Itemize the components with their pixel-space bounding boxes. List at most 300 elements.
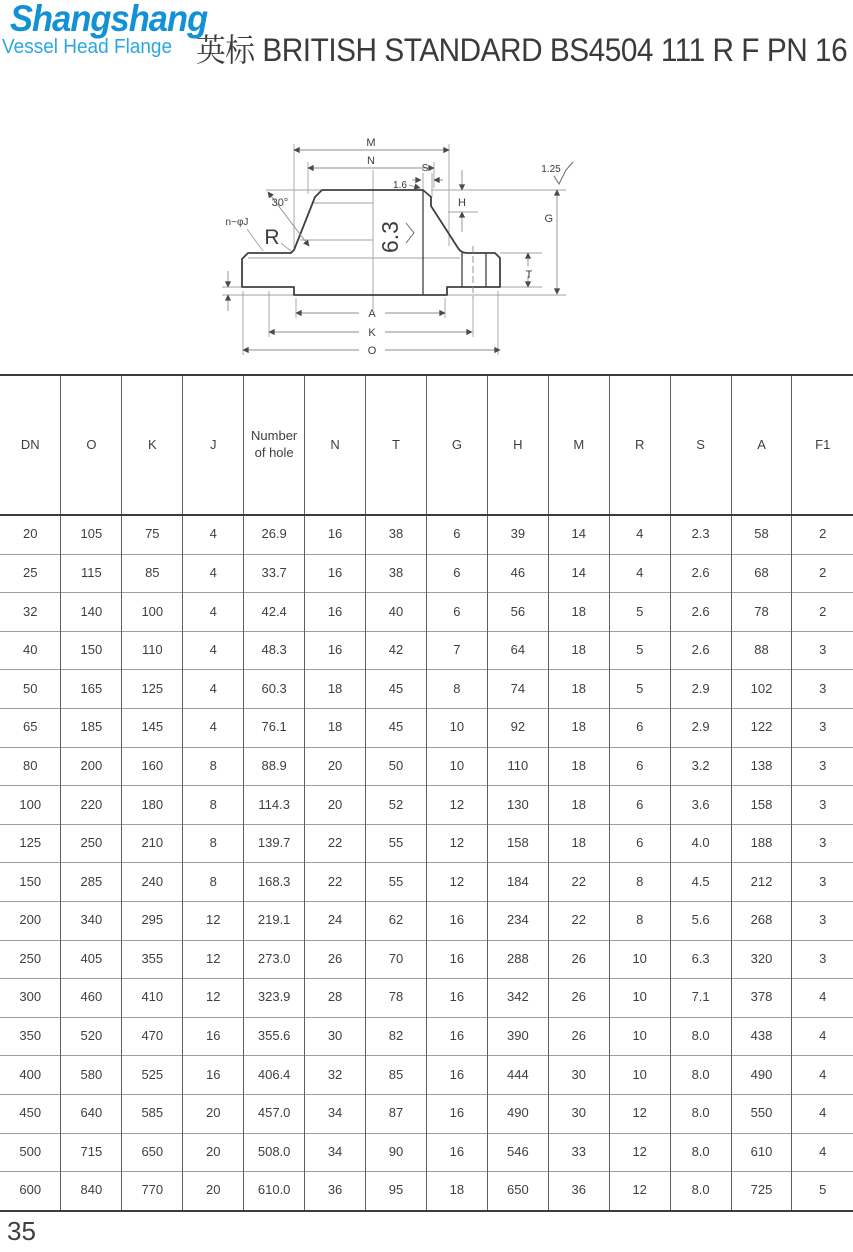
table-cell: 8 <box>609 863 670 902</box>
table-cell: 220 <box>61 786 122 825</box>
header-cell: K <box>122 375 183 515</box>
table-cell: 400 <box>0 1056 61 1095</box>
table-cell: 5 <box>609 631 670 670</box>
table-cell: 16 <box>426 1133 487 1172</box>
table-cell: 76.1 <box>244 708 305 747</box>
table-cell: 25 <box>0 554 61 593</box>
table-cell: 165 <box>61 670 122 709</box>
table-cell: 4 <box>183 593 244 632</box>
table-cell: 102 <box>731 670 792 709</box>
table-cell: 288 <box>487 940 548 979</box>
table-cell: 8.0 <box>670 1172 731 1211</box>
table-cell: 250 <box>61 824 122 863</box>
table-cell: 715 <box>61 1133 122 1172</box>
table-cell: 20 <box>305 747 366 786</box>
table-cell: 12 <box>183 979 244 1018</box>
table-body <box>0 515 853 1211</box>
table-cell: 68 <box>731 554 792 593</box>
table-cell: 285 <box>61 863 122 902</box>
table-cell: 640 <box>61 1094 122 1133</box>
table-cell: 85 <box>366 1056 427 1095</box>
table-cell: 5 <box>792 1172 853 1211</box>
table-row <box>0 1017 853 1056</box>
table-cell: 105 <box>61 515 122 554</box>
table-cell: 87 <box>366 1094 427 1133</box>
table-cell: 22 <box>305 824 366 863</box>
table-cell: 240 <box>122 863 183 902</box>
table-cell: 610 <box>731 1133 792 1172</box>
table-row <box>0 515 853 554</box>
table-cell: 22 <box>548 863 609 902</box>
flange-technical-drawing <box>215 128 585 365</box>
table-cell: 20 <box>22 526 38 542</box>
table-cell: 16 <box>183 1017 244 1056</box>
table-cell: 90 <box>366 1133 427 1172</box>
table-cell: 26 <box>548 979 609 1018</box>
table-cell: 7 <box>426 631 487 670</box>
flange-dimensions-table <box>0 374 853 1212</box>
table-cell: 6 <box>609 747 670 786</box>
table-cell: 600 <box>0 1172 61 1211</box>
table-cell: 18 <box>548 593 609 632</box>
table-cell: 18 <box>305 670 366 709</box>
table-cell: 114.3 <box>244 786 305 825</box>
table-cell: 355 <box>122 940 183 979</box>
table-cell: 840 <box>61 1172 122 1211</box>
dim-label-weld-gap: 1.6 <box>393 180 407 191</box>
table-cell: 342 <box>487 979 548 1018</box>
table-cell: 22 <box>305 863 366 902</box>
table-cell: 355.6 <box>244 1017 305 1056</box>
table-cell: 12 <box>183 940 244 979</box>
table-cell: 6 <box>609 708 670 747</box>
table-cell: 80 <box>0 747 61 786</box>
header-cell: O <box>61 375 122 515</box>
table-cell: 130 <box>487 786 548 825</box>
table-cell: 40 <box>366 593 427 632</box>
table-cell: 92 <box>487 708 548 747</box>
dim-label-h: H <box>458 197 466 209</box>
table-cell: 16 <box>183 1056 244 1095</box>
table-cell: 8.0 <box>670 1056 731 1095</box>
table-cell: 18 <box>548 708 609 747</box>
table-cell: 4.0 <box>670 824 731 863</box>
table-cell: 36 <box>548 1172 609 1211</box>
table-cell: 74 <box>487 670 548 709</box>
table-cell: 50 <box>366 747 427 786</box>
header-cell: J <box>183 375 244 515</box>
table-row <box>0 786 853 825</box>
table-cell: 8 <box>183 786 244 825</box>
dim-label-o: O <box>367 345 377 357</box>
table-cell: 95 <box>366 1172 427 1211</box>
table-cell: 34 <box>305 1133 366 1172</box>
table-cell: 75 <box>122 515 183 554</box>
table-cell: 405 <box>61 940 122 979</box>
table-cell: 40 <box>0 631 61 670</box>
table-cell: 18 <box>548 824 609 863</box>
table-row <box>0 940 853 979</box>
table-cell: 36 <box>305 1172 366 1211</box>
dim-label-holes: n~φJ <box>225 217 249 228</box>
header-cell: M <box>548 375 609 515</box>
dim-label-k: K <box>368 327 376 339</box>
table-row <box>0 593 853 632</box>
table-cell: 3 <box>792 824 853 863</box>
table-cell: 14 <box>548 515 609 554</box>
table-cell: 234 <box>487 901 548 940</box>
table-cell: 24 <box>305 901 366 940</box>
table-cell: 4 <box>609 515 670 554</box>
table-cell: 78 <box>731 593 792 632</box>
table-cell: 8 <box>183 824 244 863</box>
table-cell: 158 <box>487 824 548 863</box>
table-cell: 88.9 <box>244 747 305 786</box>
header-cell: N <box>305 375 366 515</box>
table-cell: 20 <box>183 1094 244 1133</box>
table-cell: 725 <box>731 1172 792 1211</box>
table-cell: 30 <box>548 1056 609 1095</box>
table-cell: 3 <box>792 940 853 979</box>
table-cell: 8 <box>609 901 670 940</box>
table-cell: 100 <box>0 786 61 825</box>
table-cell: 14 <box>548 554 609 593</box>
table-cell: 20 <box>183 1133 244 1172</box>
table-cell: 10 <box>426 708 487 747</box>
table-cell: 30 <box>548 1094 609 1133</box>
table-row <box>0 979 853 1018</box>
table-cell: 200 <box>61 747 122 786</box>
table-cell: 7.1 <box>670 979 731 1018</box>
table-row <box>0 631 853 670</box>
surface-finish-label: 1.25 <box>541 164 561 175</box>
table-cell: 42.4 <box>244 593 305 632</box>
table-header-row <box>0 375 853 515</box>
dim-label-t: T <box>525 269 533 281</box>
table-cell: 12 <box>609 1094 670 1133</box>
table-cell: 45 <box>366 670 427 709</box>
dim-label-m: M <box>366 137 376 149</box>
table-cell: 3 <box>792 863 853 902</box>
table-cell: 3 <box>792 631 853 670</box>
table-cell: 16 <box>426 1056 487 1095</box>
roughness-label: 6.3 <box>377 221 403 253</box>
table-cell: 2 <box>792 515 853 554</box>
table-cell: 2.6 <box>670 593 731 632</box>
table-cell: 2 <box>792 593 853 632</box>
roughness-symbol-icon <box>406 223 414 243</box>
table-cell: 100 <box>122 593 183 632</box>
table-cell: 457.0 <box>244 1094 305 1133</box>
table-cell: 45 <box>366 708 427 747</box>
table-cell: 42 <box>366 631 427 670</box>
table-cell: 18 <box>426 1172 487 1211</box>
table-cell: 525 <box>122 1056 183 1095</box>
table-cell: 115 <box>61 554 122 593</box>
table-cell: 158 <box>731 786 792 825</box>
table-cell: 610.0 <box>244 1172 305 1211</box>
table-cell: 520 <box>61 1017 122 1056</box>
dim-label-angle: 30° <box>271 197 289 209</box>
table-cell: 3 <box>792 708 853 747</box>
header-cell: A <box>731 375 792 515</box>
table-cell: 546 <box>487 1133 548 1172</box>
table-cell: 200 <box>0 901 61 940</box>
table-cell: 38 <box>366 554 427 593</box>
table-cell: 4 <box>183 670 244 709</box>
table-cell: 6 <box>426 554 487 593</box>
table-cell: 450 <box>0 1094 61 1133</box>
table-cell: 4 <box>609 554 670 593</box>
table-cell: 295 <box>122 901 183 940</box>
table-cell: 300 <box>0 979 61 1018</box>
table-cell: 18 <box>305 708 366 747</box>
header-cell: Number of hole <box>244 375 305 515</box>
table-row <box>0 708 853 747</box>
table-cell: 50 <box>0 670 61 709</box>
table-cell: 10 <box>609 940 670 979</box>
table-cell: 12 <box>426 863 487 902</box>
table-cell: 4 <box>792 979 853 1018</box>
table-cell: 320 <box>731 940 792 979</box>
table-cell: 58 <box>731 515 792 554</box>
table-cell: 55 <box>366 863 427 902</box>
table-cell: 508.0 <box>244 1133 305 1172</box>
table-cell: 378 <box>731 979 792 1018</box>
table-cell: 3 <box>792 786 853 825</box>
table-cell: 82 <box>366 1017 427 1056</box>
table-cell: 460 <box>61 979 122 1018</box>
table-cell: 500 <box>0 1133 61 1172</box>
table-cell: 12 <box>426 824 487 863</box>
table-cell: 122 <box>731 708 792 747</box>
table-cell: 138 <box>731 747 792 786</box>
table-cell: 32 <box>0 593 61 632</box>
table-cell: 110 <box>487 747 548 786</box>
table-cell: 650 <box>122 1133 183 1172</box>
table-row <box>0 1172 853 1211</box>
table-cell: 4 <box>183 554 244 593</box>
table-cell: 16 <box>305 515 366 554</box>
table-cell: 2.3 <box>670 515 731 554</box>
table-cell: 46 <box>487 554 548 593</box>
table-cell: 219.1 <box>244 901 305 940</box>
table-cell: 150 <box>0 863 61 902</box>
table-cell: 48.3 <box>244 631 305 670</box>
table-cell: 22 <box>548 901 609 940</box>
table-cell: 3 <box>792 747 853 786</box>
table-cell: 10 <box>426 747 487 786</box>
header-cell: F1 <box>792 375 853 515</box>
table-row <box>0 1094 853 1133</box>
table-cell: 406.4 <box>244 1056 305 1095</box>
table-cell: 5.6 <box>670 901 731 940</box>
table-cell: 78 <box>366 979 427 1018</box>
dim-label-s: S <box>421 163 429 174</box>
table-row <box>0 901 853 940</box>
table-cell: 2 <box>792 554 853 593</box>
table-cell: 70 <box>366 940 427 979</box>
table-cell: 10 <box>609 979 670 1018</box>
table-cell: 4 <box>792 1094 853 1133</box>
table-cell: 4.5 <box>670 863 731 902</box>
table-cell: 34 <box>305 1094 366 1133</box>
table-cell: 33.7 <box>244 554 305 593</box>
table-cell: 20 <box>183 1172 244 1211</box>
dim-label-a: A <box>368 308 376 320</box>
table-cell: 125 <box>122 670 183 709</box>
table-cell: 185 <box>61 708 122 747</box>
table-cell: 10 <box>609 1056 670 1095</box>
table-cell: 4 <box>792 1017 853 1056</box>
page-title: 英标 BRITISH STANDARD BS4504 111 R F PN 16 <box>196 32 848 68</box>
table-cell: 390 <box>487 1017 548 1056</box>
table-row <box>0 1133 853 1172</box>
table-cell: 26 <box>305 940 366 979</box>
table-cell: 56 <box>487 593 548 632</box>
table-cell: 20 <box>305 786 366 825</box>
header-cell: S <box>670 375 731 515</box>
table-cell: 18 <box>548 631 609 670</box>
table-cell: 3.6 <box>670 786 731 825</box>
table-cell: 5 <box>609 593 670 632</box>
table-cell: 10 <box>609 1017 670 1056</box>
table-cell: 16 <box>426 1017 487 1056</box>
table-cell: 140 <box>61 593 122 632</box>
table-cell: 65 <box>0 708 61 747</box>
table-cell: 273.0 <box>244 940 305 979</box>
table-cell: 250 <box>0 940 61 979</box>
table-cell: 139.7 <box>244 824 305 863</box>
table-cell: 3 <box>792 901 853 940</box>
table-cell: 26 <box>548 1017 609 1056</box>
table-cell: 38 <box>366 515 427 554</box>
table-cell: 16 <box>305 593 366 632</box>
table-cell: 4 <box>183 631 244 670</box>
table-cell: 2.9 <box>670 670 731 709</box>
table-cell: 62 <box>366 901 427 940</box>
table-row <box>0 554 853 593</box>
table-cell: 410 <box>122 979 183 1018</box>
table-cell: 184 <box>487 863 548 902</box>
table-cell: 16 <box>426 901 487 940</box>
table-cell: 26 <box>548 940 609 979</box>
table-cell: 55 <box>366 824 427 863</box>
table-cell: 350 <box>0 1017 61 1056</box>
table-cell: 6 <box>426 593 487 632</box>
table-cell: 18 <box>548 786 609 825</box>
table-cell: 12 <box>426 786 487 825</box>
table-cell: 18 <box>548 670 609 709</box>
table-cell: 4 <box>792 1056 853 1095</box>
dim-label-radius: R <box>264 226 280 249</box>
header-cell: DN <box>0 375 61 515</box>
header-cell: R <box>609 375 670 515</box>
table-cell: 12 <box>609 1133 670 1172</box>
table-cell: 16 <box>305 631 366 670</box>
table-cell: 5 <box>609 670 670 709</box>
table-row <box>0 824 853 863</box>
table-cell: 580 <box>61 1056 122 1095</box>
table-cell: 8.0 <box>670 1094 731 1133</box>
table-cell: 30 <box>305 1017 366 1056</box>
table-row <box>0 747 853 786</box>
table-cell: 85 <box>122 554 183 593</box>
table-cell: 8 <box>183 863 244 902</box>
table-cell: 60.3 <box>244 670 305 709</box>
table-cell: 26.9 <box>244 515 305 554</box>
table-cell: 18 <box>548 747 609 786</box>
table-cell: 12 <box>609 1172 670 1211</box>
table-cell: 33 <box>548 1133 609 1172</box>
table-cell: 64 <box>487 631 548 670</box>
table-cell: 268 <box>731 901 792 940</box>
table-cell: 160 <box>122 747 183 786</box>
table-cell: 28 <box>305 979 366 1018</box>
header-cell: T <box>366 375 427 515</box>
brand-logo-tagline: Vessel Head Flange <box>2 36 173 58</box>
table-cell: 4 <box>183 515 244 554</box>
page-number: 35 <box>7 1216 36 1246</box>
table-cell: 650 <box>487 1172 548 1211</box>
table-cell: 145 <box>122 708 183 747</box>
table-row <box>0 1056 853 1095</box>
header-cell: H <box>487 375 548 515</box>
table-cell: 16 <box>426 940 487 979</box>
table-cell: 3 <box>792 670 853 709</box>
header-cell: G <box>426 375 487 515</box>
table-cell: 52 <box>366 786 427 825</box>
dim-label-g: G <box>544 213 553 225</box>
table-cell: 168.3 <box>244 863 305 902</box>
table-cell: 16 <box>426 1094 487 1133</box>
table-cell: 16 <box>305 554 366 593</box>
table-cell: 585 <box>122 1094 183 1133</box>
table-cell: 340 <box>61 901 122 940</box>
table-cell: 490 <box>731 1056 792 1095</box>
table-cell: 4 <box>183 708 244 747</box>
table-cell: 8 <box>426 670 487 709</box>
table-cell: 39 <box>487 515 548 554</box>
table-row <box>0 670 853 709</box>
table-cell: 6 <box>426 515 487 554</box>
table-cell: 470 <box>122 1017 183 1056</box>
table-cell: 2.6 <box>670 631 731 670</box>
table-cell: 150 <box>61 631 122 670</box>
table-cell: 110 <box>122 631 183 670</box>
table-cell: 188 <box>731 824 792 863</box>
brand-logo-name: Shangshang <box>10 0 208 39</box>
table-cell: 550 <box>731 1094 792 1133</box>
table-cell: 323.9 <box>244 979 305 1018</box>
table-cell: 6 <box>609 824 670 863</box>
table-cell: 770 <box>122 1172 183 1211</box>
table-cell: 212 <box>731 863 792 902</box>
table-cell: 6.3 <box>670 940 731 979</box>
table-cell: 6 <box>609 786 670 825</box>
table-cell: 490 <box>487 1094 548 1133</box>
table-cell: 3.2 <box>670 747 731 786</box>
table-cell: 2.6 <box>670 554 731 593</box>
dim-label-n: N <box>367 155 375 167</box>
table-cell: 32 <box>305 1056 366 1095</box>
table-cell: 8 <box>183 747 244 786</box>
table-cell: 2.9 <box>670 708 731 747</box>
table-cell: 8.0 <box>670 1017 731 1056</box>
table-cell: 438 <box>731 1017 792 1056</box>
table-cell: 16 <box>426 979 487 1018</box>
table-cell: 4 <box>792 1133 853 1172</box>
